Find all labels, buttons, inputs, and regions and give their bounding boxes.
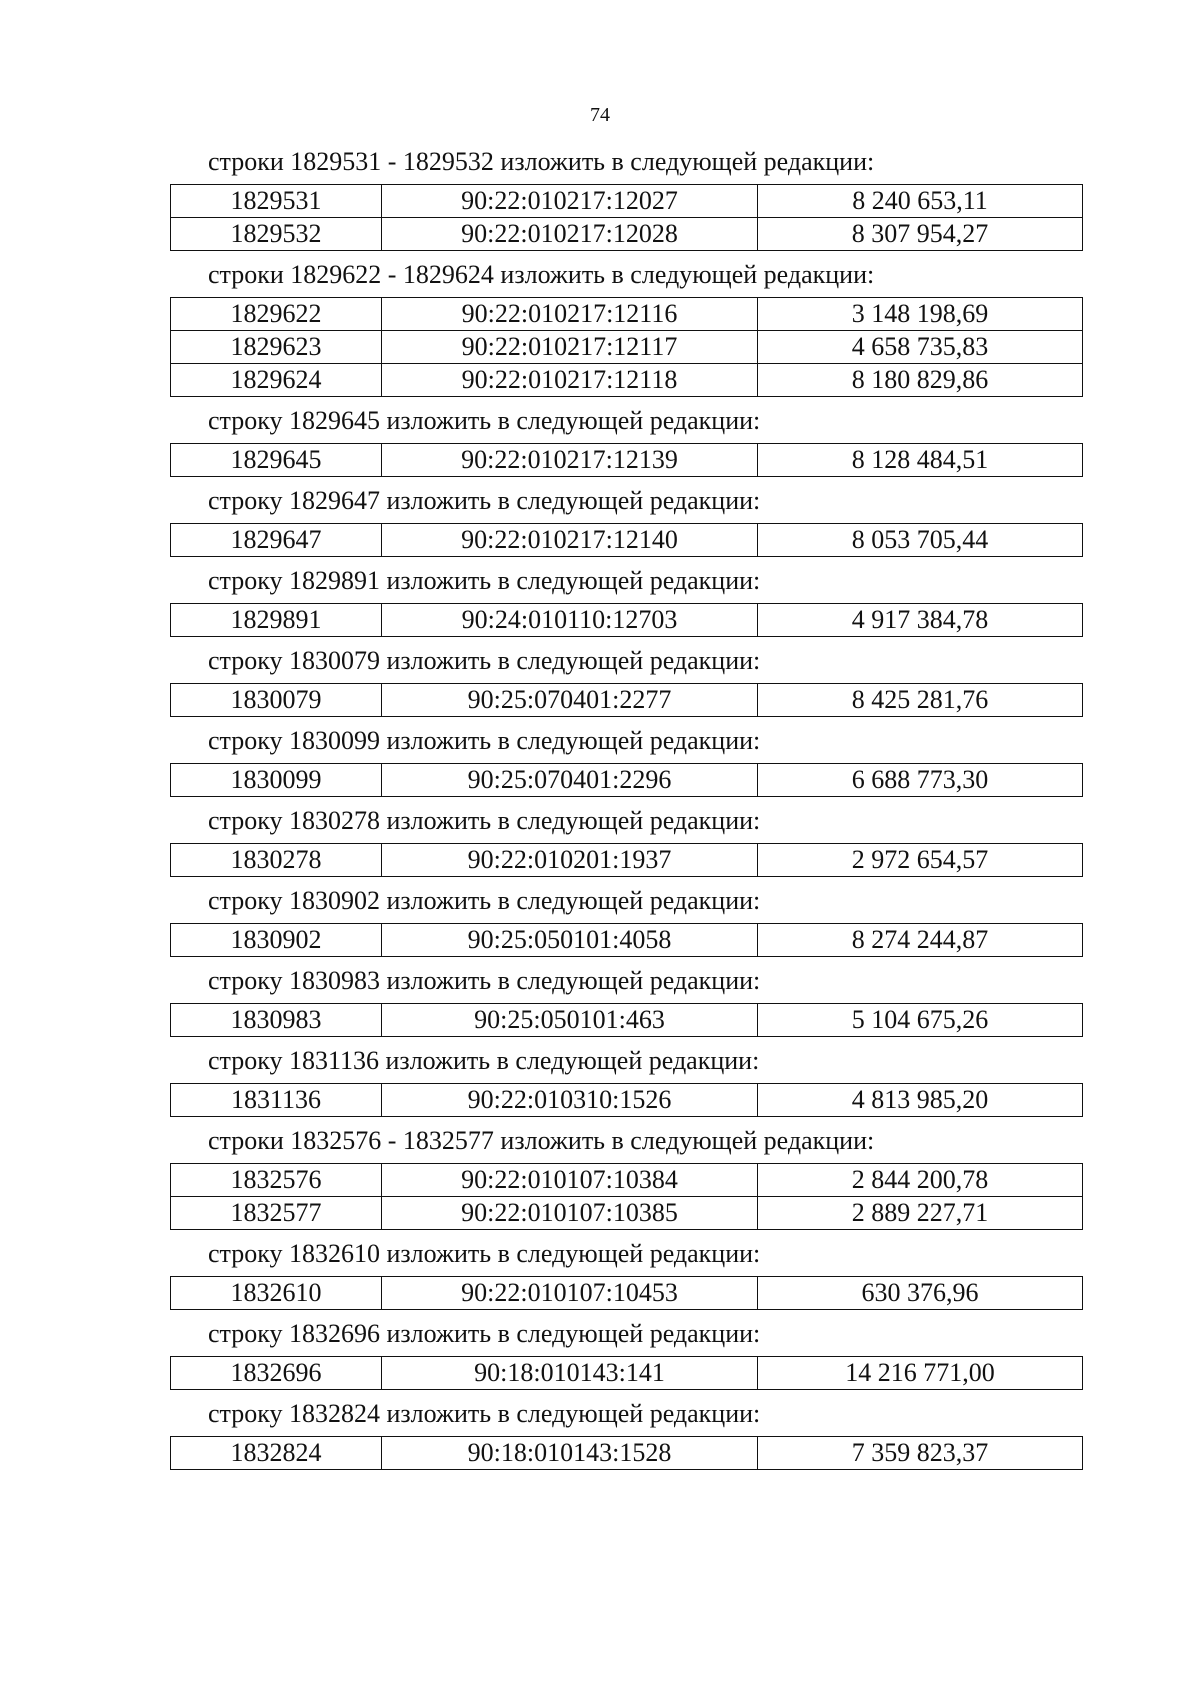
cadastral-value-cell: 4 813 985,20 [758,1084,1083,1117]
cadastral-value-cell: 2 844 200,78 [758,1164,1083,1197]
cadastral-value-cell: 630 376,96 [758,1277,1083,1310]
cadastral-value-cell: 8 274 244,87 [758,924,1083,957]
cadastral-number-cell: 90:22:010217:12028 [382,218,758,251]
amendment-section [170,645,1082,717]
row-number-cell: 1830099 [171,764,382,797]
amendment-table [170,683,1083,717]
table-row [171,1277,1083,1310]
cadastral-value-cell: 8 307 954,27 [758,218,1083,251]
cadastral-number-cell: 90:22:010217:12118 [382,364,758,397]
instruction-text: строки 1829531 - 1829532 изложить в следующей редакции: [208,147,875,176]
amendment-section [170,725,1082,797]
row-number-cell: 1830902 [171,924,382,957]
table-row [171,364,1083,397]
instruction-text: строку 1830079 изложить в следующей редакции: [208,646,761,675]
cadastral-value-cell: 8 128 484,51 [758,444,1083,477]
instruction-text: строки 1829622 - 1829624 изложить в следующей редакции: [208,260,875,289]
row-number-cell: 1829532 [171,218,382,251]
instruction-text: строку 1831136 изложить в следующей редакции: [208,1046,760,1075]
table-row [171,185,1083,218]
amendment-section [170,805,1082,877]
cadastral-number-cell: 90:25:050101:463 [382,1004,758,1037]
cadastral-number-cell: 90:18:010143:141 [382,1357,758,1390]
amendment-table [170,1356,1083,1390]
amendment-table [170,923,1083,957]
cadastral-value-cell: 2 972 654,57 [758,844,1083,877]
table-row [171,924,1083,957]
amendment-section [170,146,1082,251]
table-row [171,524,1083,557]
row-number-cell: 1829645 [171,444,382,477]
cadastral-value-cell: 3 148 198,69 [758,298,1083,331]
cadastral-number-cell: 90:25:070401:2277 [382,684,758,717]
instruction-text: строку 1832696 изложить в следующей редакции: [208,1319,761,1348]
instruction-text: строку 1829647 изложить в следующей редакции: [208,486,761,515]
table-row [171,1357,1083,1390]
cadastral-value-cell: 4 658 735,83 [758,331,1083,364]
table-row [171,218,1083,251]
cadastral-number-cell: 90:25:070401:2296 [382,764,758,797]
instruction-text: строки 1832576 - 1832577 изложить в следующей редакции: [208,1126,875,1155]
table-row [171,331,1083,364]
amendment-table [170,184,1083,251]
table-row [171,604,1083,637]
cadastral-value-cell: 7 359 823,37 [758,1437,1083,1470]
cadastral-number-cell: 90:22:010217:12116 [382,298,758,331]
row-number-cell: 1830983 [171,1004,382,1037]
row-number-cell: 1832577 [171,1197,382,1230]
instruction-text: строку 1829645 изложить в следующей редакции: [208,406,761,435]
table-row [171,764,1083,797]
row-number-cell: 1832610 [171,1277,382,1310]
amendment-section [170,1125,1082,1230]
table-row [171,684,1083,717]
cadastral-number-cell: 90:25:050101:4058 [382,924,758,957]
table-row [171,1437,1083,1470]
row-number-cell: 1830278 [171,844,382,877]
cadastral-value-cell: 8 180 829,86 [758,364,1083,397]
table-row [171,844,1083,877]
amendment-table [170,843,1083,877]
instruction-text: строку 1830278 изложить в следующей редакции: [208,806,761,835]
instruction-text: строку 1830099 изложить в следующей редакции: [208,726,761,755]
cadastral-value-cell: 8 240 653,11 [758,185,1083,218]
cadastral-number-cell: 90:22:010201:1937 [382,844,758,877]
cadastral-value-cell: 8 425 281,76 [758,684,1083,717]
cadastral-number-cell: 90:22:010217:12027 [382,185,758,218]
cadastral-number-cell: 90:22:010107:10384 [382,1164,758,1197]
amendment-section [170,405,1082,477]
amendment-table [170,603,1083,637]
instruction-text: строку 1829891 изложить в следующей редакции: [208,566,761,595]
instruction-text: строку 1832824 изложить в следующей редакции: [208,1399,761,1428]
amendment-table [170,1436,1083,1470]
amendment-table [170,1163,1083,1230]
amendment-table [170,1276,1083,1310]
amendment-table [170,297,1083,397]
table-row [171,1197,1083,1230]
row-number-cell: 1832824 [171,1437,382,1470]
cadastral-number-cell: 90:18:010143:1528 [382,1437,758,1470]
amendment-section [170,965,1082,1037]
cadastral-value-cell: 2 889 227,71 [758,1197,1083,1230]
row-number-cell: 1831136 [171,1084,382,1117]
amendment-table [170,1083,1083,1117]
cadastral-number-cell: 90:22:010217:12117 [382,331,758,364]
amendment-table [170,443,1083,477]
amendment-table [170,523,1083,557]
cadastral-value-cell: 8 053 705,44 [758,524,1083,557]
document-body [170,146,1082,1478]
cadastral-value-cell: 14 216 771,00 [758,1357,1083,1390]
amendment-section [170,1398,1082,1470]
amendment-table [170,763,1083,797]
row-number-cell: 1829647 [171,524,382,557]
amendment-section [170,1238,1082,1310]
instruction-text: строку 1832610 изложить в следующей редакции: [208,1239,761,1268]
cadastral-number-cell: 90:22:010217:12140 [382,524,758,557]
row-number-cell: 1832696 [171,1357,382,1390]
cadastral-number-cell: 90:22:010107:10385 [382,1197,758,1230]
row-number-cell: 1829623 [171,331,382,364]
table-row [171,1004,1083,1037]
table-row [171,298,1083,331]
cadastral-number-cell: 90:22:010107:10453 [382,1277,758,1310]
instruction-text: строку 1830983 изложить в следующей редакции: [208,966,761,995]
row-number-cell: 1830079 [171,684,382,717]
amendment-section [170,1045,1082,1117]
table-row [171,444,1083,477]
cadastral-value-cell: 6 688 773,30 [758,764,1083,797]
table-row [171,1164,1083,1197]
row-number-cell: 1832576 [171,1164,382,1197]
row-number-cell: 1829531 [171,185,382,218]
instruction-text: строку 1830902 изложить в следующей редакции: [208,886,761,915]
amendment-section [170,259,1082,397]
amendment-section [170,885,1082,957]
amendment-table [170,1003,1083,1037]
amendment-section [170,485,1082,557]
amendment-section [170,1318,1082,1390]
row-number-cell: 1829891 [171,604,382,637]
row-number-cell: 1829624 [171,364,382,397]
cadastral-number-cell: 90:24:010110:12703 [382,604,758,637]
cadastral-value-cell: 5 104 675,26 [758,1004,1083,1037]
cadastral-number-cell: 90:22:010310:1526 [382,1084,758,1117]
cadastral-number-cell: 90:22:010217:12139 [382,444,758,477]
cadastral-value-cell: 4 917 384,78 [758,604,1083,637]
page-number: 74 [590,104,610,126]
amendment-section [170,565,1082,637]
table-row [171,1084,1083,1117]
row-number-cell: 1829622 [171,298,382,331]
